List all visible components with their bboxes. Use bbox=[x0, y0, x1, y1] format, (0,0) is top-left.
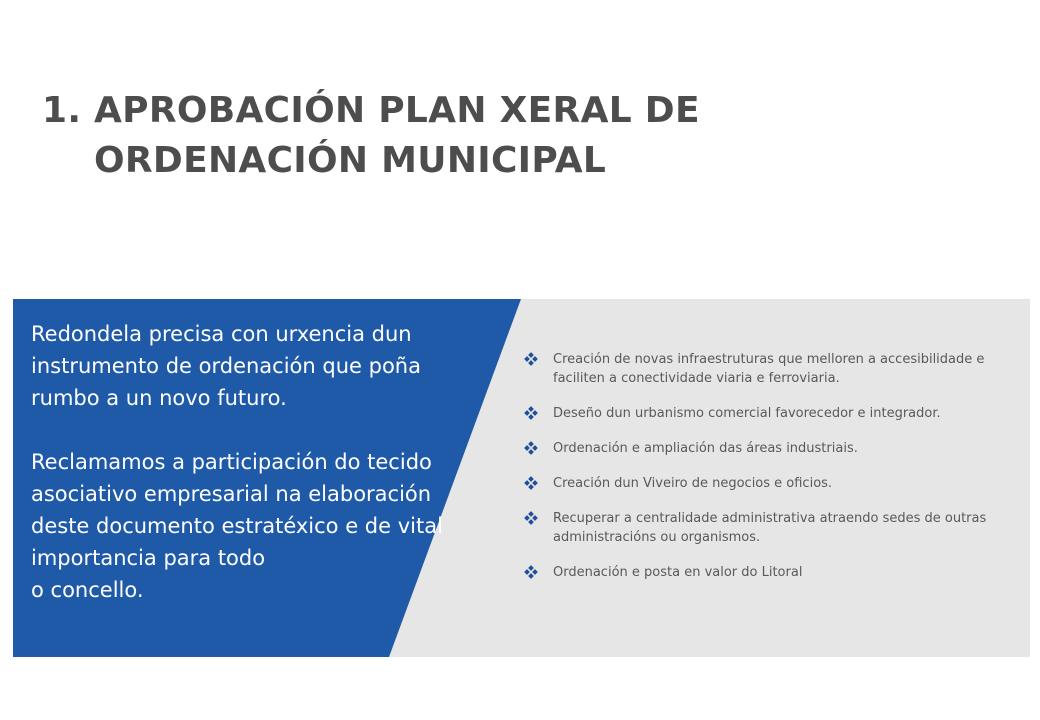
list-item bbox=[524, 439, 994, 458]
left-paragraph-2-line-1: Reclamamos a participación do tecido asociativo empresarial na elaboración deste documento estratéxico e de vital importancia para todo bbox=[31, 450, 443, 570]
title-number: 1. bbox=[42, 90, 82, 131]
diamond-bullet-icon bbox=[524, 441, 538, 455]
list-item-text: Ordenación e ampliación das áreas industriais. bbox=[553, 441, 858, 456]
diamond-bullet-icon bbox=[524, 565, 538, 579]
list-item-text: Deseño dun urbanismo comercial favorecedor e integrador. bbox=[553, 406, 941, 421]
list-item-text: Recuperar a centralidade administrativa atraendo sedes de outras administracións ou organismos. bbox=[553, 511, 987, 545]
diamond-bullet-icon bbox=[524, 511, 538, 525]
list-item bbox=[524, 509, 994, 547]
diamond-bullet-icon bbox=[524, 406, 538, 420]
left-paragraph-1: Redondela precisa con urxencia dun instrumento de ordenación que poña rumbo a un novo futuro. bbox=[31, 322, 421, 410]
left-paragraph-2-line-2: o concello. bbox=[31, 578, 144, 602]
left-paragraph-2 bbox=[31, 446, 461, 606]
title-text: APROBACIÓN PLAN XERAL DE ORDENACIÓN MUNICIPAL bbox=[94, 90, 700, 181]
left-panel-text bbox=[31, 318, 461, 606]
list-item bbox=[524, 474, 994, 493]
slide-title bbox=[42, 86, 854, 186]
list-item bbox=[524, 563, 994, 582]
diamond-bullet-icon bbox=[524, 476, 538, 490]
list-item bbox=[524, 404, 994, 423]
list-item bbox=[524, 350, 994, 388]
list-item-text: Creación dun Viveiro de negocios e oficios. bbox=[553, 476, 833, 491]
list-item-text: Creación de novas infraestruturas que melloren a accesibilidade e faciliten a conectividade viaria e ferroviaria. bbox=[553, 352, 985, 386]
list-item-text: Ordenación e posta en valor do Litoral bbox=[553, 565, 803, 580]
bullet-list bbox=[524, 350, 994, 598]
diamond-bullet-icon bbox=[524, 352, 538, 366]
